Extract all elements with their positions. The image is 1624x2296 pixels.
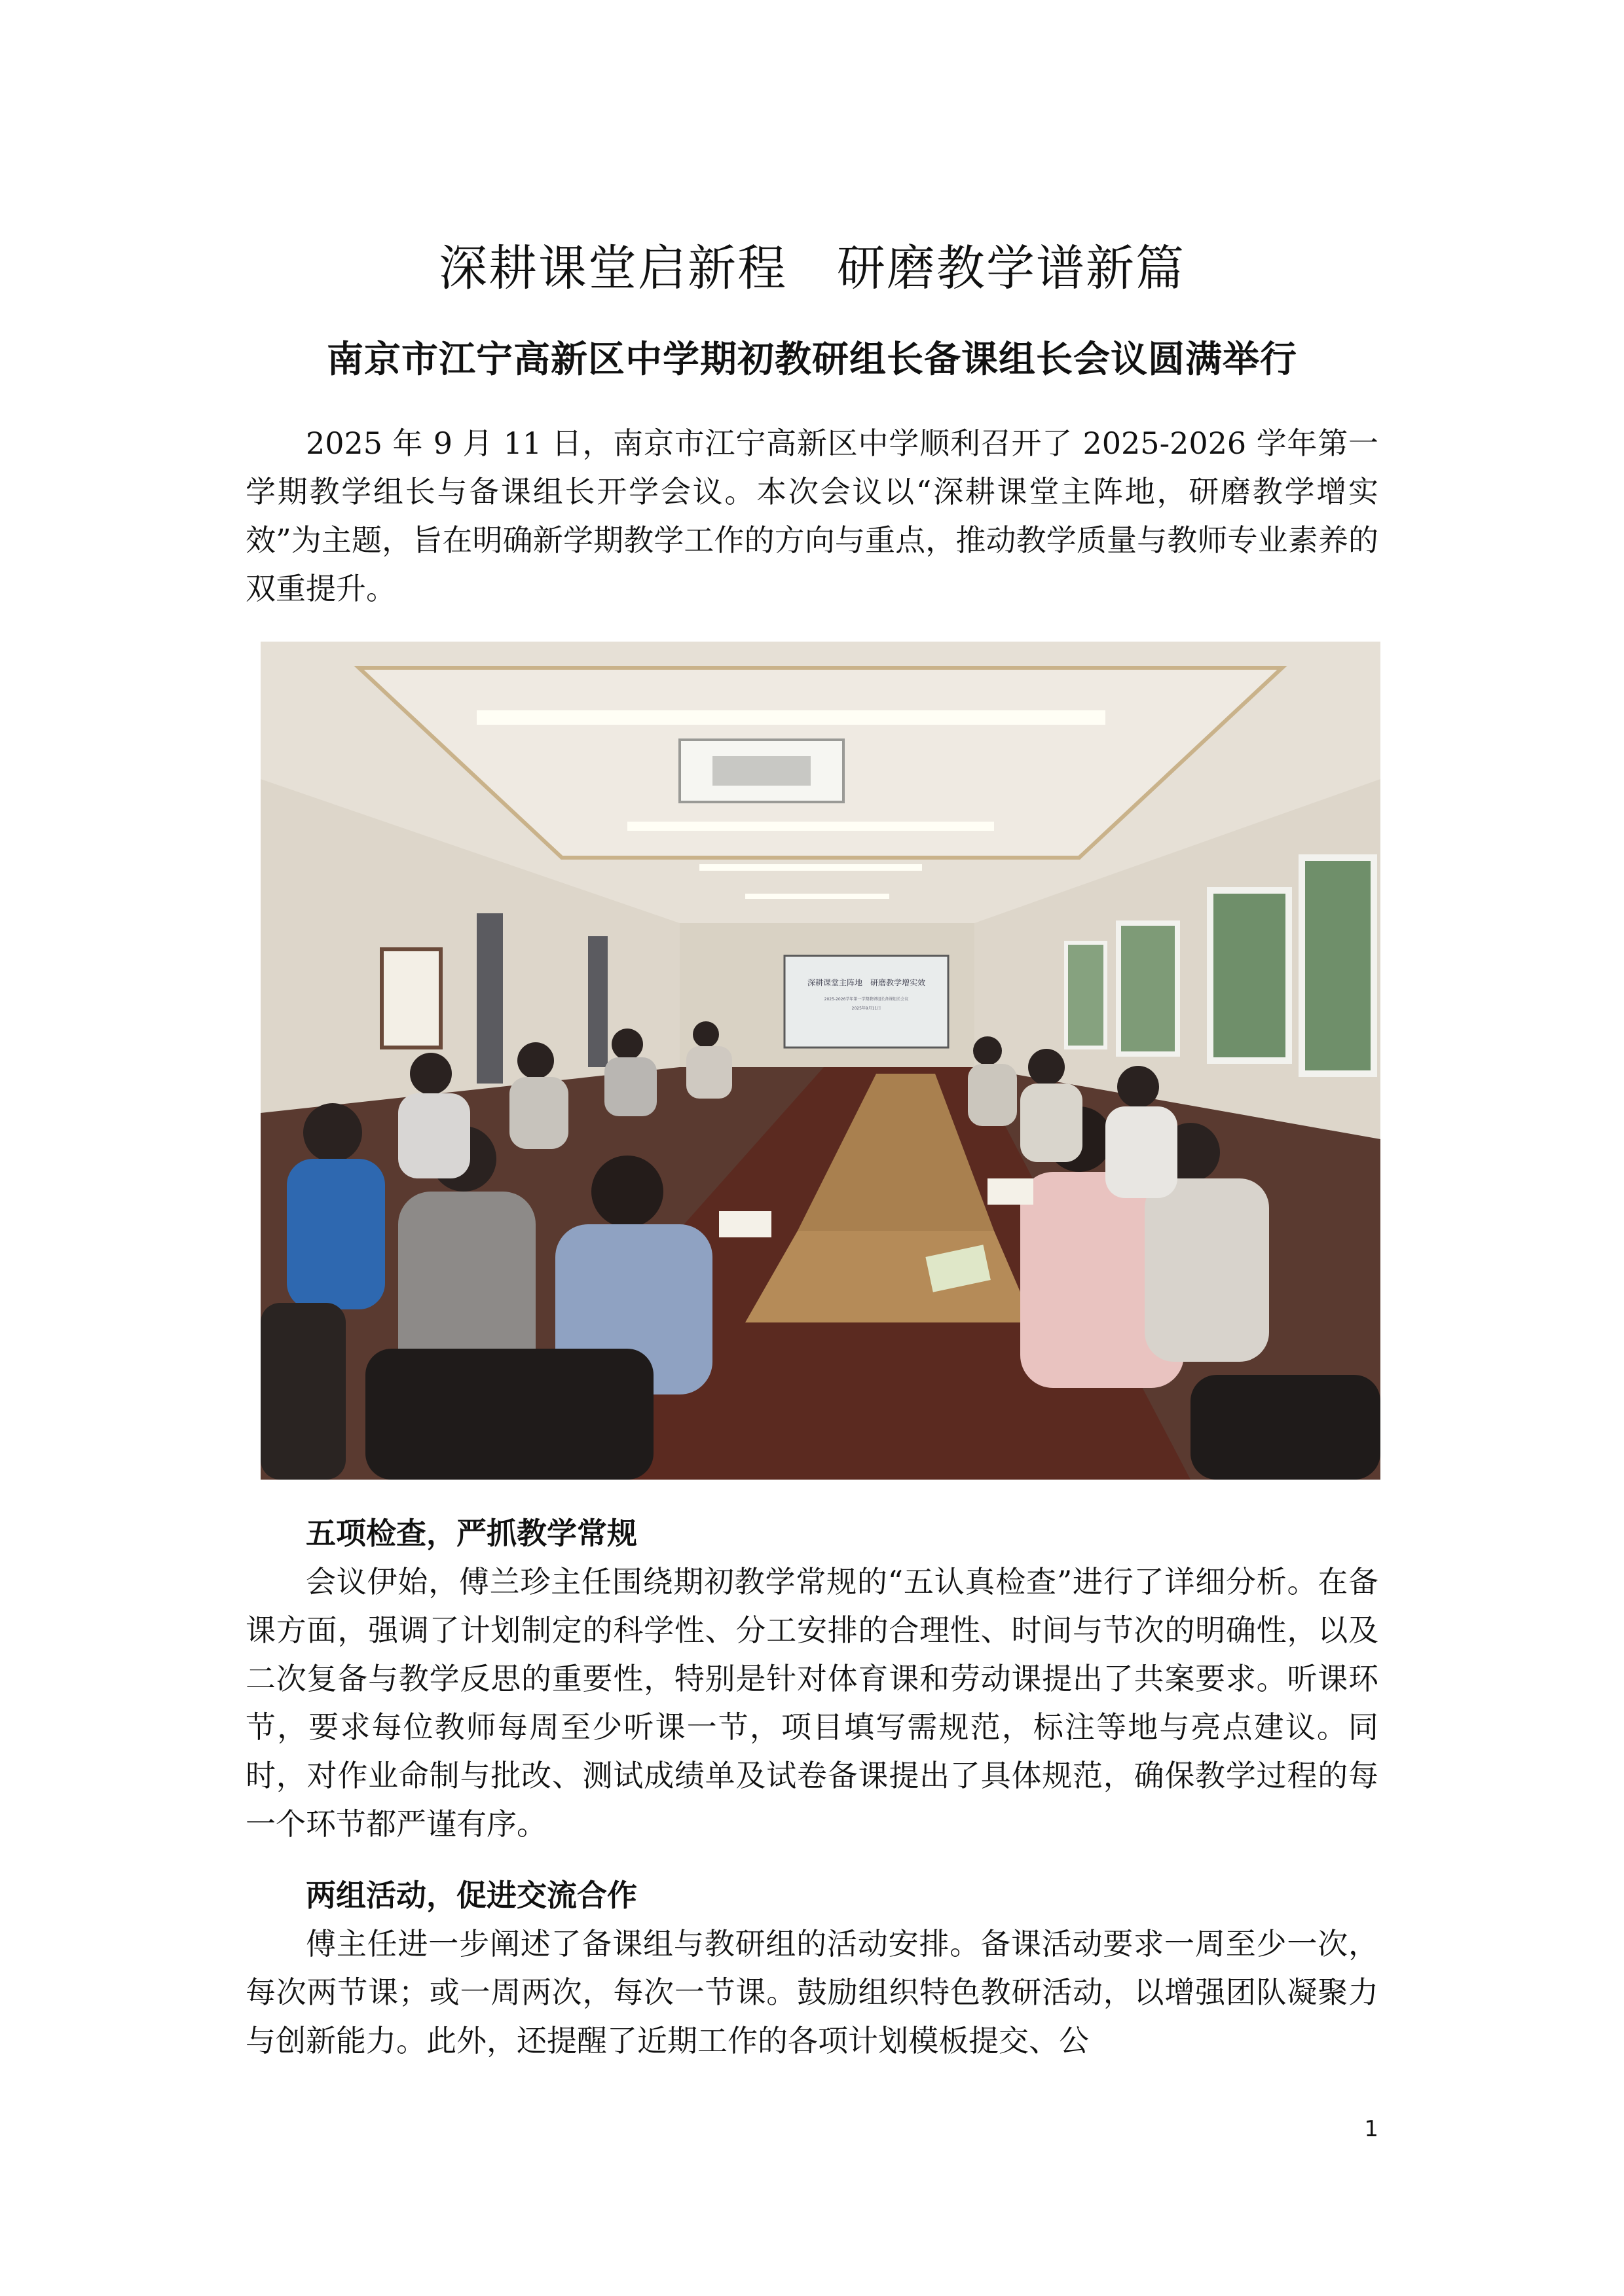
section-body-1: 会议伊始，傅兰珍主任围绕期初教学常规的“五认真检查”进行了详细分析。在备课方面，强调了计划制定的科学性、分工安排的合理性、时间与节次的明确性，以及二次复备与教学反思的重要性，特别是针对体育课和劳动课提出了共案要求。听课环节，要求每位教师每周至少听课一节，项目填写需规范，标注等地与亮点建议。同时，对作业命制与批改、测试成绩单及试卷备课提出了具体规范，确保教学过程的每一个环节都严谨有序。 [246, 1564, 1378, 1842]
screen-line-1: 2025-2026学年第一学期教研组长备课组长会议 [824, 997, 909, 1002]
screen-title: 深耕课堂主阵地 研磨教学增实效 [807, 978, 926, 987]
section-heading-1: 五项检查，严抓教学常规 [306, 1516, 637, 1551]
screen-line-2: 2025年9月11日 [851, 1006, 881, 1011]
section-body-2: 傅主任进一步阐述了备课组与教研组的活动安排。备课活动要求一周至少一次，每次两节课；或一周两次，每次一节课。鼓励组织特色教研活动，以增强团队凝聚力与创新能力。此外，还提醒了近期工作的各项计划模板提交、公 [246, 1926, 1378, 2058]
page-title: 深耕课堂启新程 研磨教学谱新篇 [439, 240, 1185, 297]
meeting-photo [261, 642, 1380, 1480]
intro-paragraph: 2025 年 9 月 11 日，南京市江宁高新区中学顺利召开了 2025-2026 学年第一学期教学组长与备课组长开学会议。本次会议以“深耕课堂主阵地，研磨教学增实效”为主题，旨在明确新学期教学工作的方向与重点，推动教学质量与教师专业素养的双重提升。 [246, 426, 1378, 606]
section-heading-2: 两组活动，促进交流合作 [306, 1878, 637, 1913]
page-subtitle: 南京市江宁高新区中学期初教研组长备课组长会议圆满举行 [327, 338, 1297, 381]
page-number: 1 [1364, 2116, 1378, 2142]
